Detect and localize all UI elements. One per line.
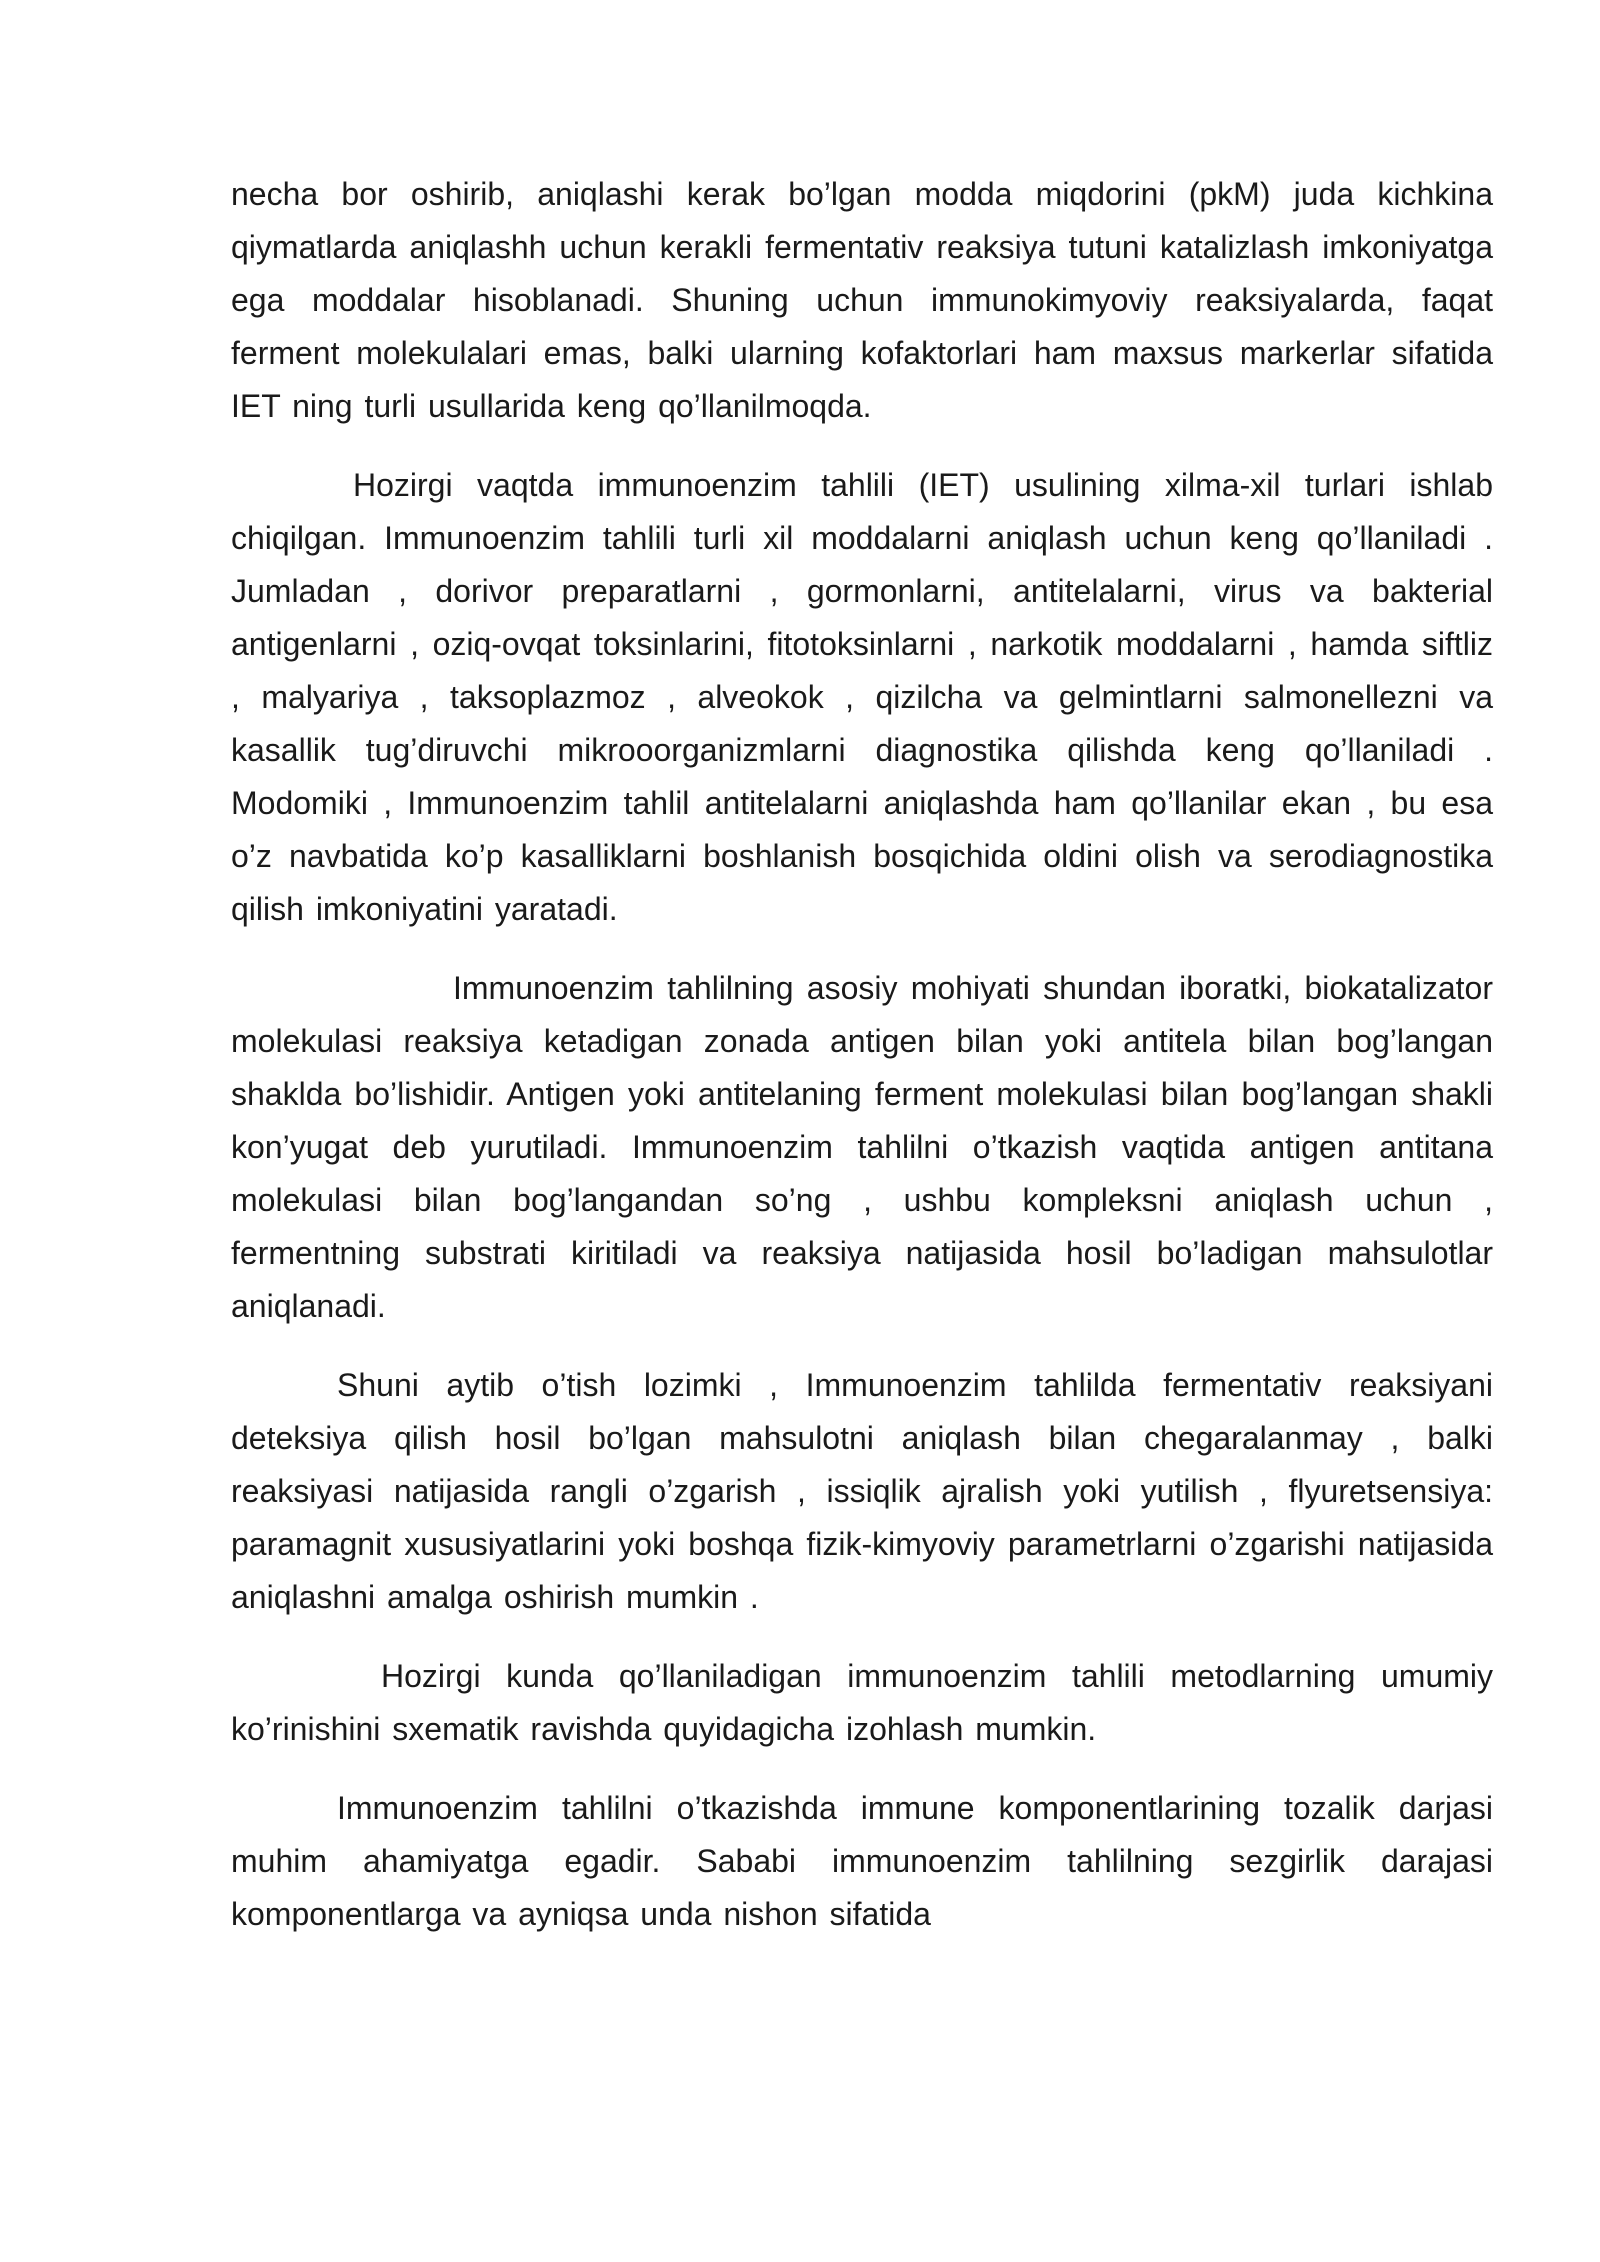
- paragraph: Hozirgi vaqtda immunoenzim tahlili (IET) usulining xilma-xil turlari ishlab chiqilgan. Immunoenzim tahlili turli xil moddalarni aniqlash uchun keng qo’llaniladi . Jumladan , dorivor preparatlarni , gormonlarni, antitelalarni, virus va bakterial antigenlarni , oziq-ovqat toksinlarini, fitotoksinlarni , narkotik moddalarni , hamda siftliz , malyariya , taksoplazmoz , alveokok , qizilcha va gelmintlarni salmonellezni va kasallik tug’diruvchi mikrooorganizmlarni diagnostika qilishda keng qo’llaniladi . Modomiki , Immunoenzim tahlil antitelalarni aniqlashda ham qo’llanilar ekan , bu esa o’z navbatida ko’p kasalliklarni boshlanish bosqichida oldini olish va serodiagnostika qilish imkoniyatini yaratadi.: [231, 467, 1493, 927]
- paragraph: necha bor oshirib, aniqlashi kerak bo’lgan modda miqdorini (pkM) juda kichkina qiymatlarda aniqlashh uchun kerakli fermentativ reaksiya tutuni katalizlash imkoniyatga ega moddalar hisoblanadi. Shuning uchun immunokimyoviy reaksiyalarda, faqat ferment molekulalari emas, balki ularning kofaktorlari ham maxsus markerlar sifatida IET ning turli usullarida keng qo’llanilmoqda.: [231, 176, 1493, 424]
- document-body: [231, 168, 1493, 1967]
- paragraph: Shuni aytib o’tish lozimki , Immunoenzim tahlilda fermentativ reaksiyani deteksiya qilish hosil bo’lgan mahsulotni aniqlash bilan chegaralanmay , balki reaksiyasi natijasida rangli o’zgarish , issiqlik ajralish yoki yutilish , flyuretsensiya: paramagnit xususiyatlarini yoki boshqa fizik-kimyoviy parametrlarni o’zgarishi natijasida aniqlashni amalga oshirish mumkin .: [231, 1367, 1493, 1615]
- paragraph: Hozirgi kunda qo’llaniladigan immunoenzim tahlili metodlarning umumiy ko’rinishini sxematik ravishda quyidagicha izohlash mumkin.: [231, 1658, 1493, 1747]
- paragraph: Immunoenzim tahlilning asosiy mohiyati shundan iboratki, biokatalizator molekulasi reaksiya ketadigan zonada antigen bilan yoki antitela bilan bog’langan shaklda bo’lishidir. Antigen yoki antitelaning ferment molekulasi bilan bog’langan shakli kon’yugat deb yurutiladi. Immunoenzim tahlilni o’tkazish vaqtida antigen antitana molekulasi bilan bog’langandan so’ng , ushbu kompleksni aniqlash uchun , fermentning substrati kiritiladi va reaksiya natijasida hosil bo’ladigan mahsulotlar aniqlanadi.: [231, 970, 1493, 1324]
- paragraph: Immunoenzim tahlilni o’tkazishda immune komponentlarining tozalik darjasi muhim ahamiyatga egadir. Sababi immunoenzim tahlilning sezgirlik darajasi komponentlarga va ayniqsa unda nishon sifatida: [231, 1790, 1493, 1932]
